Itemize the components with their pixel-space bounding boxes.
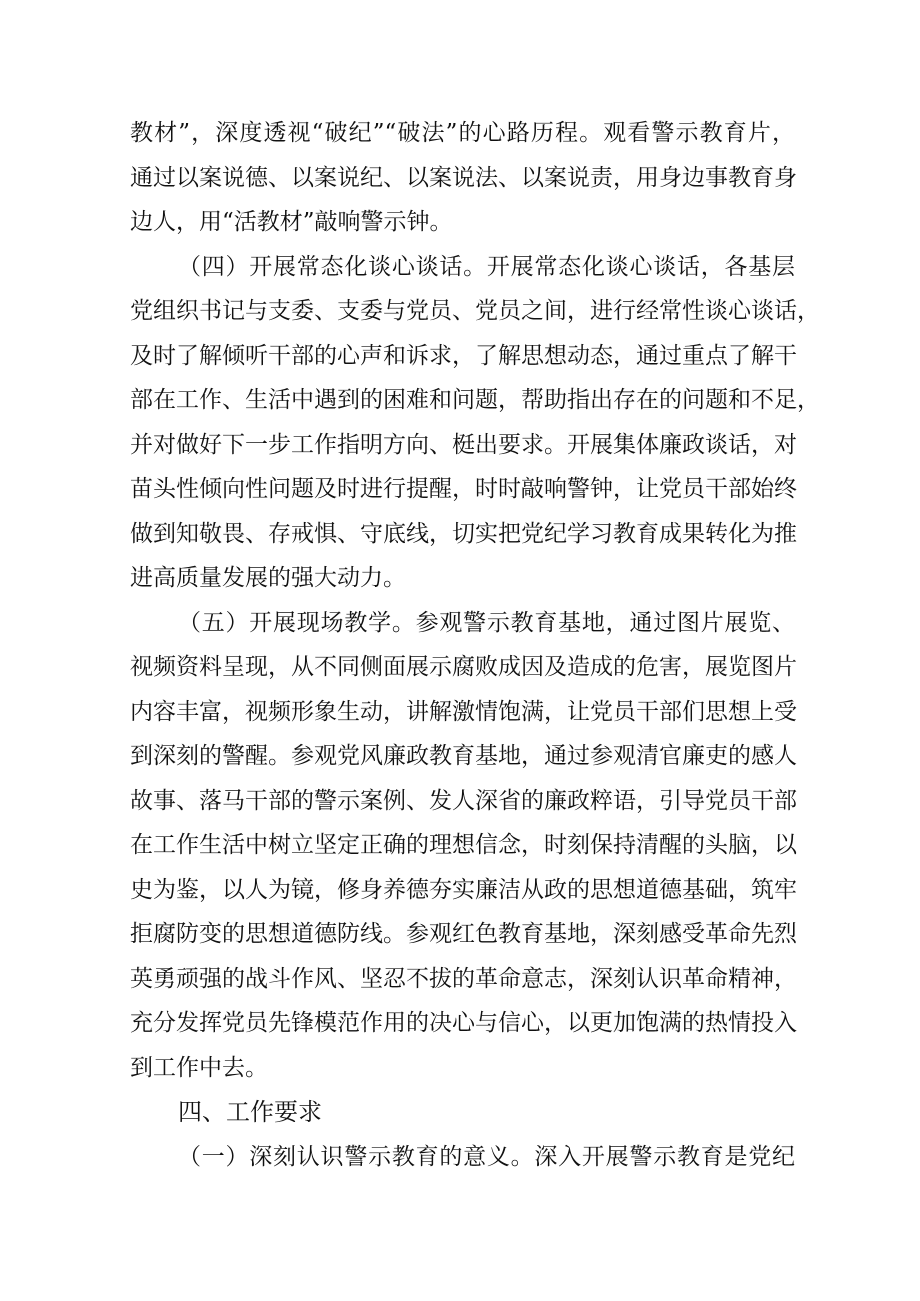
paragraph-line: （一）深刻认识警示教育的意义。深入开展警示教育是党纪 bbox=[178, 1144, 795, 1170]
paragraph-line: 英勇顽强的战斗作风、坚忍不拔的革命意志，深刻认识革命精神， bbox=[130, 966, 797, 992]
paragraph-line: 故事、落马干部的警示案例、发人深省的廉政粹语，引导党员干部 bbox=[130, 788, 797, 814]
paragraph-line: （四）开展常态化谈心谈话。开展常态化谈心谈话，各基层 bbox=[178, 254, 795, 280]
paragraph-line: 到工作中去。 bbox=[130, 1055, 268, 1081]
paragraph-line: 视频资料呈现，从不同侧面展示腐败成因及造成的危害，展览图片 bbox=[130, 654, 797, 680]
paragraph-line: （五）开展现场教学。参观警示教育基地，通过图片展览、 bbox=[178, 610, 795, 636]
paragraph-line: 内容丰富，视频形象生动，讲解激情饱满，让党员干部们思想上受 bbox=[130, 699, 797, 725]
paragraph-line: 在工作生活中树立坚定正确的理想信念，时刻保持清醒的头脑，以 bbox=[130, 832, 797, 858]
paragraph-line: 及时了解倾听干部的心声和诉求，了解思想动态，通过重点了解干 bbox=[130, 343, 797, 369]
paragraph-line: 通过以案说德、以案说纪、以案说法、以案说责，用身边事教育身 bbox=[130, 165, 797, 191]
section-heading: 四、工作要求 bbox=[178, 1098, 322, 1126]
paragraph-line: 边人，用“活教材”敲响警示钟。 bbox=[130, 209, 453, 235]
paragraph-line: 充分发挥党员先锋模范作用的决心与信心，以更加饱满的热情投入 bbox=[130, 1010, 797, 1036]
paragraph-line: 党组织书记与支委、支委与党员、党员之间，进行经常性谈心谈话， bbox=[130, 298, 820, 324]
paragraph-line: 拒腐防变的思想道德防线。参观红色教育基地，深刻感受革命先烈 bbox=[130, 921, 797, 947]
paragraph-line: 教材”，深度透视“破纪”“破法”的心路历程。观看警示教育片， bbox=[130, 120, 795, 146]
paragraph-line: 做到知敬畏、存戒惧、守底线，切实把党纪学习教育成果转化为推 bbox=[130, 521, 797, 547]
paragraph-line: 到深刻的警醒。参观党风廉政教育基地，通过参观清官廉吏的感人 bbox=[130, 743, 797, 769]
paragraph-line: 苗头性倾向性问题及时进行提醒，时时敲响警钟，让党员干部始终 bbox=[130, 476, 797, 502]
paragraph-line: 进高质量发展的强大动力。 bbox=[130, 565, 406, 591]
paragraph-line: 部在工作、生活中遇到的困难和问题，帮助指出存在的问题和不足， bbox=[130, 387, 820, 413]
paragraph-line: 史为鉴，以人为镜，修身养德夯实廉洁从政的思想道德基础，筑牢 bbox=[130, 877, 797, 903]
paragraph-line: 并对做好下一步工作指明方向、梃出要求。开展集体廉政谈话，对 bbox=[130, 432, 797, 458]
